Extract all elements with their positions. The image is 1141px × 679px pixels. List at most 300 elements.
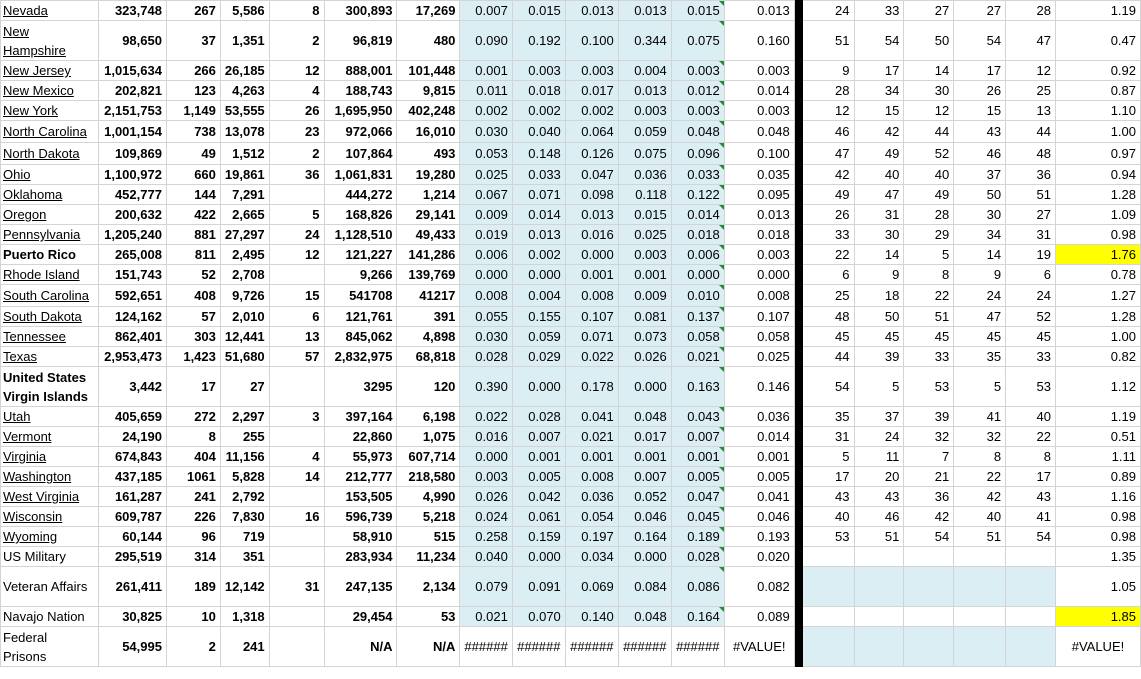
cell-e[interactable]: 14 [269, 467, 324, 487]
cell-rate[interactable]: 0.015 [671, 1, 724, 21]
cell-rate[interactable]: 0.001 [565, 265, 618, 285]
cell-rate[interactable]: 0.007 [512, 427, 565, 447]
cell-c[interactable]: 314 [166, 547, 220, 567]
column-separator[interactable] [794, 165, 802, 185]
cell-d[interactable]: 241 [220, 627, 269, 667]
cell-rate[interactable]: 0.014 [671, 205, 724, 225]
column-separator[interactable] [794, 507, 802, 527]
cell-rate[interactable]: 0.028 [460, 347, 512, 367]
cell-rate[interactable]: 0.036 [565, 487, 618, 507]
cell-d[interactable]: 2,495 [220, 245, 269, 265]
cell-rate[interactable]: 0.024 [460, 507, 512, 527]
cell-b[interactable]: 592,651 [98, 285, 166, 307]
cell-name[interactable]: Virginia [1, 447, 99, 467]
cell-rate[interactable]: 0.053 [460, 143, 512, 165]
column-separator[interactable] [794, 225, 802, 245]
cell-f[interactable]: 1,695,950 [324, 101, 397, 121]
cell-rate[interactable]: 0.003 [671, 101, 724, 121]
column-separator[interactable] [794, 205, 802, 225]
cell-name[interactable]: Navajo Nation [1, 607, 99, 627]
cell-rate[interactable]: 0.017 [618, 427, 671, 447]
cell-rank[interactable]: 24 [1006, 285, 1056, 307]
cell-rank[interactable]: 15 [854, 101, 904, 121]
cell-f[interactable]: 845,062 [324, 327, 397, 347]
cell-g[interactable]: 4,990 [397, 487, 460, 507]
cell-e[interactable]: 31 [269, 567, 324, 607]
cell-rank[interactable] [802, 607, 854, 627]
cell-ratio[interactable]: #VALUE! [1055, 627, 1140, 667]
cell-rate[interactable]: 0.000 [618, 547, 671, 567]
cell-rank[interactable]: 22 [1006, 427, 1056, 447]
cell-rate[interactable]: 0.064 [565, 121, 618, 143]
cell-b[interactable]: 54,995 [98, 627, 166, 667]
cell-rate[interactable]: 0.019 [460, 225, 512, 245]
cell-e[interactable]: 15 [269, 285, 324, 307]
cell-f[interactable]: 300,893 [324, 1, 397, 21]
cell-rate[interactable]: ###### [512, 627, 565, 667]
cell-c[interactable]: 37 [166, 21, 220, 61]
cell-name[interactable]: Puerto Rico [1, 245, 99, 265]
cell-rate[interactable]: 0.033 [671, 165, 724, 185]
cell-rank[interactable]: 40 [1006, 407, 1056, 427]
cell-ratio[interactable]: 0.98 [1055, 507, 1140, 527]
cell-d[interactable]: 19,861 [220, 165, 269, 185]
cell-rate[interactable]: 0.126 [565, 143, 618, 165]
cell-avg[interactable]: 0.160 [724, 21, 794, 61]
cell-ratio[interactable]: 0.97 [1055, 143, 1140, 165]
cell-avg[interactable]: 0.013 [724, 1, 794, 21]
cell-rank[interactable]: 54 [802, 367, 854, 407]
cell-d[interactable]: 1,318 [220, 607, 269, 627]
cell-rank[interactable] [802, 627, 854, 667]
cell-rate[interactable]: 0.047 [565, 165, 618, 185]
cell-rate[interactable]: 0.018 [512, 81, 565, 101]
column-separator[interactable] [794, 447, 802, 467]
cell-rank[interactable]: 47 [854, 185, 904, 205]
cell-d[interactable]: 51,680 [220, 347, 269, 367]
cell-rank[interactable]: 46 [802, 121, 854, 143]
cell-rate[interactable]: 0.004 [512, 285, 565, 307]
cell-rank[interactable]: 51 [1006, 185, 1056, 205]
cell-rate[interactable]: 0.118 [618, 185, 671, 205]
cell-b[interactable]: 862,401 [98, 327, 166, 347]
cell-rate[interactable]: 0.001 [460, 61, 512, 81]
cell-c[interactable]: 96 [166, 527, 220, 547]
cell-avg[interactable]: 0.025 [724, 347, 794, 367]
cell-ratio[interactable]: 0.89 [1055, 467, 1140, 487]
cell-ratio[interactable]: 1.35 [1055, 547, 1140, 567]
cell-avg[interactable]: 0.013 [724, 205, 794, 225]
column-separator[interactable] [794, 285, 802, 307]
cell-avg[interactable]: 0.048 [724, 121, 794, 143]
cell-rank[interactable]: 8 [904, 265, 954, 285]
cell-rate[interactable]: 0.163 [671, 367, 724, 407]
cell-rank[interactable] [1006, 607, 1056, 627]
cell-f[interactable]: 153,505 [324, 487, 397, 507]
cell-name[interactable]: New Hampshire [1, 21, 99, 61]
cell-g[interactable]: 19,280 [397, 165, 460, 185]
cell-rank[interactable]: 46 [854, 507, 904, 527]
cell-g[interactable]: 218,580 [397, 467, 460, 487]
cell-rate[interactable]: 0.040 [460, 547, 512, 567]
cell-rank[interactable]: 50 [854, 307, 904, 327]
cell-rank[interactable]: 22 [954, 467, 1006, 487]
cell-avg[interactable]: 0.018 [724, 225, 794, 245]
cell-name[interactable]: United States Virgin Islands [1, 367, 99, 407]
cell-e[interactable]: 2 [269, 143, 324, 165]
cell-rate[interactable]: 0.003 [618, 101, 671, 121]
cell-b[interactable]: 323,748 [98, 1, 166, 21]
cell-c[interactable]: 49 [166, 143, 220, 165]
cell-rate[interactable]: 0.344 [618, 21, 671, 61]
cell-g[interactable]: 17,269 [397, 1, 460, 21]
cell-c[interactable]: 189 [166, 567, 220, 607]
cell-rank[interactable]: 28 [802, 81, 854, 101]
cell-g[interactable]: 9,815 [397, 81, 460, 101]
cell-rate[interactable]: 0.002 [460, 101, 512, 121]
cell-ratio[interactable]: 1.28 [1055, 307, 1140, 327]
cell-name[interactable]: South Dakota [1, 307, 99, 327]
cell-rank[interactable]: 35 [954, 347, 1006, 367]
cell-avg[interactable]: 0.107 [724, 307, 794, 327]
cell-rate[interactable]: 0.025 [460, 165, 512, 185]
cell-rate[interactable]: 0.013 [565, 205, 618, 225]
cell-f[interactable]: 121,227 [324, 245, 397, 265]
cell-f[interactable]: 212,777 [324, 467, 397, 487]
cell-avg[interactable]: 0.001 [724, 447, 794, 467]
cell-rate[interactable]: 0.015 [618, 205, 671, 225]
cell-rate[interactable]: 0.040 [512, 121, 565, 143]
cell-e[interactable] [269, 185, 324, 205]
cell-g[interactable]: 41217 [397, 285, 460, 307]
cell-rate[interactable]: 0.075 [618, 143, 671, 165]
cell-c[interactable]: 123 [166, 81, 220, 101]
cell-b[interactable]: 452,777 [98, 185, 166, 205]
cell-b[interactable]: 674,843 [98, 447, 166, 467]
cell-rank[interactable]: 17 [802, 467, 854, 487]
column-separator[interactable] [794, 407, 802, 427]
cell-rank[interactable]: 27 [954, 1, 1006, 21]
cell-c[interactable]: 811 [166, 245, 220, 265]
cell-rate[interactable]: 0.003 [618, 245, 671, 265]
cell-rank[interactable]: 22 [904, 285, 954, 307]
cell-g[interactable]: 515 [397, 527, 460, 547]
cell-avg[interactable]: 0.014 [724, 427, 794, 447]
cell-d[interactable]: 9,726 [220, 285, 269, 307]
column-separator[interactable] [794, 185, 802, 205]
cell-rank[interactable]: 5 [904, 245, 954, 265]
cell-g[interactable]: 16,010 [397, 121, 460, 143]
cell-rank[interactable] [1006, 627, 1056, 667]
cell-rate[interactable]: 0.013 [512, 225, 565, 245]
cell-rank[interactable]: 42 [954, 487, 1006, 507]
cell-f[interactable]: 168,826 [324, 205, 397, 225]
cell-b[interactable]: 2,151,753 [98, 101, 166, 121]
cell-rank[interactable]: 48 [802, 307, 854, 327]
cell-rank[interactable]: 19 [1006, 245, 1056, 265]
cell-rate[interactable]: 0.178 [565, 367, 618, 407]
cell-rate[interactable]: 0.008 [565, 467, 618, 487]
cell-rank[interactable]: 8 [954, 447, 1006, 467]
cell-d[interactable]: 5,586 [220, 1, 269, 21]
cell-c[interactable]: 404 [166, 447, 220, 467]
cell-d[interactable]: 53,555 [220, 101, 269, 121]
cell-rank[interactable]: 31 [802, 427, 854, 447]
cell-c[interactable]: 881 [166, 225, 220, 245]
cell-b[interactable]: 202,821 [98, 81, 166, 101]
cell-ratio[interactable]: 1.00 [1055, 121, 1140, 143]
cell-rank[interactable]: 25 [1006, 81, 1056, 101]
cell-rate[interactable]: 0.013 [565, 1, 618, 21]
cell-rank[interactable]: 33 [802, 225, 854, 245]
cell-g[interactable]: 49,433 [397, 225, 460, 245]
cell-ratio[interactable]: 0.98 [1055, 527, 1140, 547]
cell-avg[interactable]: 0.046 [724, 507, 794, 527]
cell-rate[interactable]: 0.100 [565, 21, 618, 61]
cell-rate[interactable]: 0.003 [512, 61, 565, 81]
column-separator[interactable] [794, 245, 802, 265]
cell-c[interactable]: 2 [166, 627, 220, 667]
cell-rate[interactable]: 0.107 [565, 307, 618, 327]
cell-d[interactable]: 12,441 [220, 327, 269, 347]
cell-rank[interactable]: 43 [954, 121, 1006, 143]
cell-f[interactable]: 58,910 [324, 527, 397, 547]
cell-e[interactable]: 5 [269, 205, 324, 225]
cell-rank[interactable] [954, 567, 1006, 607]
cell-rate[interactable]: 0.001 [671, 447, 724, 467]
cell-rate[interactable]: 0.011 [460, 81, 512, 101]
cell-rate[interactable]: 0.001 [618, 265, 671, 285]
cell-rank[interactable]: 45 [802, 327, 854, 347]
cell-f[interactable]: N/A [324, 627, 397, 667]
cell-rank[interactable]: 33 [854, 1, 904, 21]
cell-name[interactable]: North Dakota [1, 143, 99, 165]
cell-rank[interactable]: 54 [1006, 527, 1056, 547]
cell-g[interactable]: 68,818 [397, 347, 460, 367]
cell-rate[interactable]: 0.016 [460, 427, 512, 447]
cell-rank[interactable]: 46 [954, 143, 1006, 165]
cell-e[interactable] [269, 527, 324, 547]
cell-rate[interactable]: 0.007 [671, 427, 724, 447]
cell-b[interactable]: 265,008 [98, 245, 166, 265]
cell-g[interactable]: 1,075 [397, 427, 460, 447]
cell-g[interactable]: 120 [397, 367, 460, 407]
cell-name[interactable]: South Carolina [1, 285, 99, 307]
cell-rank[interactable] [954, 627, 1006, 667]
cell-rank[interactable]: 26 [954, 81, 1006, 101]
cell-c[interactable]: 144 [166, 185, 220, 205]
cell-rank[interactable]: 6 [802, 265, 854, 285]
cell-d[interactable]: 4,263 [220, 81, 269, 101]
cell-rank[interactable]: 30 [904, 81, 954, 101]
cell-rate[interactable]: 0.000 [460, 265, 512, 285]
cell-rate[interactable]: 0.015 [512, 1, 565, 21]
cell-name[interactable]: North Carolina [1, 121, 99, 143]
cell-rank[interactable]: 12 [802, 101, 854, 121]
cell-name[interactable]: Utah [1, 407, 99, 427]
cell-b[interactable]: 161,287 [98, 487, 166, 507]
cell-rank[interactable] [954, 547, 1006, 567]
cell-rate[interactable]: 0.002 [512, 245, 565, 265]
cell-rate[interactable]: 0.013 [618, 1, 671, 21]
cell-rate[interactable]: 0.073 [618, 327, 671, 347]
cell-rate[interactable]: 0.164 [618, 527, 671, 547]
cell-rank[interactable]: 20 [854, 467, 904, 487]
cell-rank[interactable]: 26 [802, 205, 854, 225]
cell-name[interactable]: Texas [1, 347, 99, 367]
cell-avg[interactable]: 0.082 [724, 567, 794, 607]
cell-rate[interactable]: 0.048 [671, 121, 724, 143]
cell-rank[interactable]: 50 [904, 21, 954, 61]
cell-rank[interactable]: 54 [904, 527, 954, 547]
cell-ratio[interactable]: 1.00 [1055, 327, 1140, 347]
cell-rate[interactable]: 0.036 [618, 165, 671, 185]
cell-rate[interactable]: 0.071 [512, 185, 565, 205]
cell-rate[interactable]: 0.017 [565, 81, 618, 101]
cell-f[interactable]: 55,973 [324, 447, 397, 467]
cell-rank[interactable]: 48 [1006, 143, 1056, 165]
cell-e[interactable] [269, 265, 324, 285]
cell-rate[interactable]: 0.006 [671, 245, 724, 265]
cell-c[interactable]: 17 [166, 367, 220, 407]
cell-rank[interactable]: 5 [854, 367, 904, 407]
cell-rate[interactable]: 0.054 [565, 507, 618, 527]
cell-e[interactable]: 24 [269, 225, 324, 245]
cell-f[interactable]: 247,135 [324, 567, 397, 607]
cell-f[interactable]: 22,860 [324, 427, 397, 447]
cell-rank[interactable]: 28 [1006, 1, 1056, 21]
cell-rank[interactable] [854, 547, 904, 567]
cell-b[interactable]: 3,442 [98, 367, 166, 407]
cell-e[interactable]: 4 [269, 81, 324, 101]
cell-rate[interactable]: 0.001 [618, 447, 671, 467]
column-separator[interactable] [794, 427, 802, 447]
cell-rank[interactable]: 45 [954, 327, 1006, 347]
cell-f[interactable]: 96,819 [324, 21, 397, 61]
cell-b[interactable]: 609,787 [98, 507, 166, 527]
cell-e[interactable] [269, 627, 324, 667]
cell-rank[interactable]: 54 [854, 21, 904, 61]
cell-rank[interactable]: 14 [904, 61, 954, 81]
cell-e[interactable] [269, 367, 324, 407]
cell-rank[interactable]: 31 [854, 205, 904, 225]
cell-name[interactable]: Federal Prisons [1, 627, 99, 667]
cell-f[interactable]: 107,864 [324, 143, 397, 165]
cell-c[interactable]: 303 [166, 327, 220, 347]
cell-ratio[interactable]: 0.94 [1055, 165, 1140, 185]
cell-c[interactable]: 738 [166, 121, 220, 143]
cell-g[interactable]: 493 [397, 143, 460, 165]
cell-c[interactable]: 10 [166, 607, 220, 627]
cell-rank[interactable]: 24 [854, 427, 904, 447]
cell-e[interactable] [269, 547, 324, 567]
cell-rank[interactable]: 52 [904, 143, 954, 165]
cell-d[interactable]: 2,010 [220, 307, 269, 327]
cell-d[interactable]: 255 [220, 427, 269, 447]
cell-name[interactable]: Wyoming [1, 527, 99, 547]
cell-rate[interactable]: 0.016 [565, 225, 618, 245]
cell-name[interactable]: Pennsylvania [1, 225, 99, 245]
cell-rate[interactable]: 0.014 [512, 205, 565, 225]
cell-ratio[interactable]: 1.05 [1055, 567, 1140, 607]
cell-rate[interactable]: ###### [618, 627, 671, 667]
cell-c[interactable]: 8 [166, 427, 220, 447]
cell-rank[interactable]: 51 [904, 307, 954, 327]
cell-rank[interactable]: 34 [954, 225, 1006, 245]
cell-ratio[interactable]: 1.76 [1055, 245, 1140, 265]
cell-rank[interactable]: 42 [904, 507, 954, 527]
cell-avg[interactable]: 0.003 [724, 101, 794, 121]
cell-g[interactable]: 6,198 [397, 407, 460, 427]
cell-f[interactable]: 188,743 [324, 81, 397, 101]
cell-e[interactable]: 8 [269, 1, 324, 21]
cell-rank[interactable]: 15 [954, 101, 1006, 121]
cell-rate[interactable]: 0.000 [512, 367, 565, 407]
cell-rank[interactable]: 21 [904, 467, 954, 487]
cell-f[interactable]: 29,454 [324, 607, 397, 627]
column-separator[interactable] [794, 121, 802, 143]
cell-rank[interactable]: 12 [904, 101, 954, 121]
cell-rank[interactable]: 49 [802, 185, 854, 205]
cell-g[interactable]: 607,714 [397, 447, 460, 467]
cell-rate[interactable]: 0.058 [671, 327, 724, 347]
cell-rate[interactable]: 0.098 [565, 185, 618, 205]
cell-g[interactable]: 5,218 [397, 507, 460, 527]
cell-rank[interactable]: 53 [802, 527, 854, 547]
cell-rank[interactable]: 45 [904, 327, 954, 347]
cell-g[interactable]: 1,214 [397, 185, 460, 205]
cell-ratio[interactable]: 0.47 [1055, 21, 1140, 61]
cell-rate[interactable]: 0.003 [565, 61, 618, 81]
cell-ratio[interactable]: 0.98 [1055, 225, 1140, 245]
cell-rate[interactable]: 0.047 [671, 487, 724, 507]
cell-name[interactable]: Vermont [1, 427, 99, 447]
cell-rank[interactable]: 28 [904, 205, 954, 225]
cell-rank[interactable]: 42 [802, 165, 854, 185]
cell-d[interactable]: 2,708 [220, 265, 269, 285]
cell-rank[interactable]: 30 [854, 225, 904, 245]
column-separator[interactable] [794, 61, 802, 81]
cell-rank[interactable]: 40 [904, 165, 954, 185]
cell-rank[interactable]: 44 [1006, 121, 1056, 143]
cell-rate[interactable]: 0.018 [671, 225, 724, 245]
cell-g[interactable]: 29,141 [397, 205, 460, 225]
cell-c[interactable]: 1061 [166, 467, 220, 487]
cell-c[interactable]: 52 [166, 265, 220, 285]
cell-rank[interactable]: 52 [1006, 307, 1056, 327]
column-separator[interactable] [794, 21, 802, 61]
cell-name[interactable]: US Military [1, 547, 99, 567]
cell-avg[interactable]: 0.014 [724, 81, 794, 101]
cell-rate[interactable]: 0.192 [512, 21, 565, 61]
cell-avg[interactable]: 0.036 [724, 407, 794, 427]
cell-b[interactable]: 261,411 [98, 567, 166, 607]
cell-rate[interactable]: 0.048 [618, 407, 671, 427]
cell-rate[interactable]: 0.071 [565, 327, 618, 347]
cell-rate[interactable]: 0.029 [512, 347, 565, 367]
column-separator[interactable] [794, 367, 802, 407]
cell-d[interactable]: 1,512 [220, 143, 269, 165]
cell-rank[interactable]: 39 [904, 407, 954, 427]
cell-b[interactable]: 1,100,972 [98, 165, 166, 185]
cell-rank[interactable] [854, 627, 904, 667]
column-separator[interactable] [794, 527, 802, 547]
column-separator[interactable] [794, 1, 802, 21]
cell-rate[interactable]: 0.004 [618, 61, 671, 81]
cell-c[interactable]: 408 [166, 285, 220, 307]
cell-g[interactable]: 11,234 [397, 547, 460, 567]
cell-f[interactable]: 121,761 [324, 307, 397, 327]
